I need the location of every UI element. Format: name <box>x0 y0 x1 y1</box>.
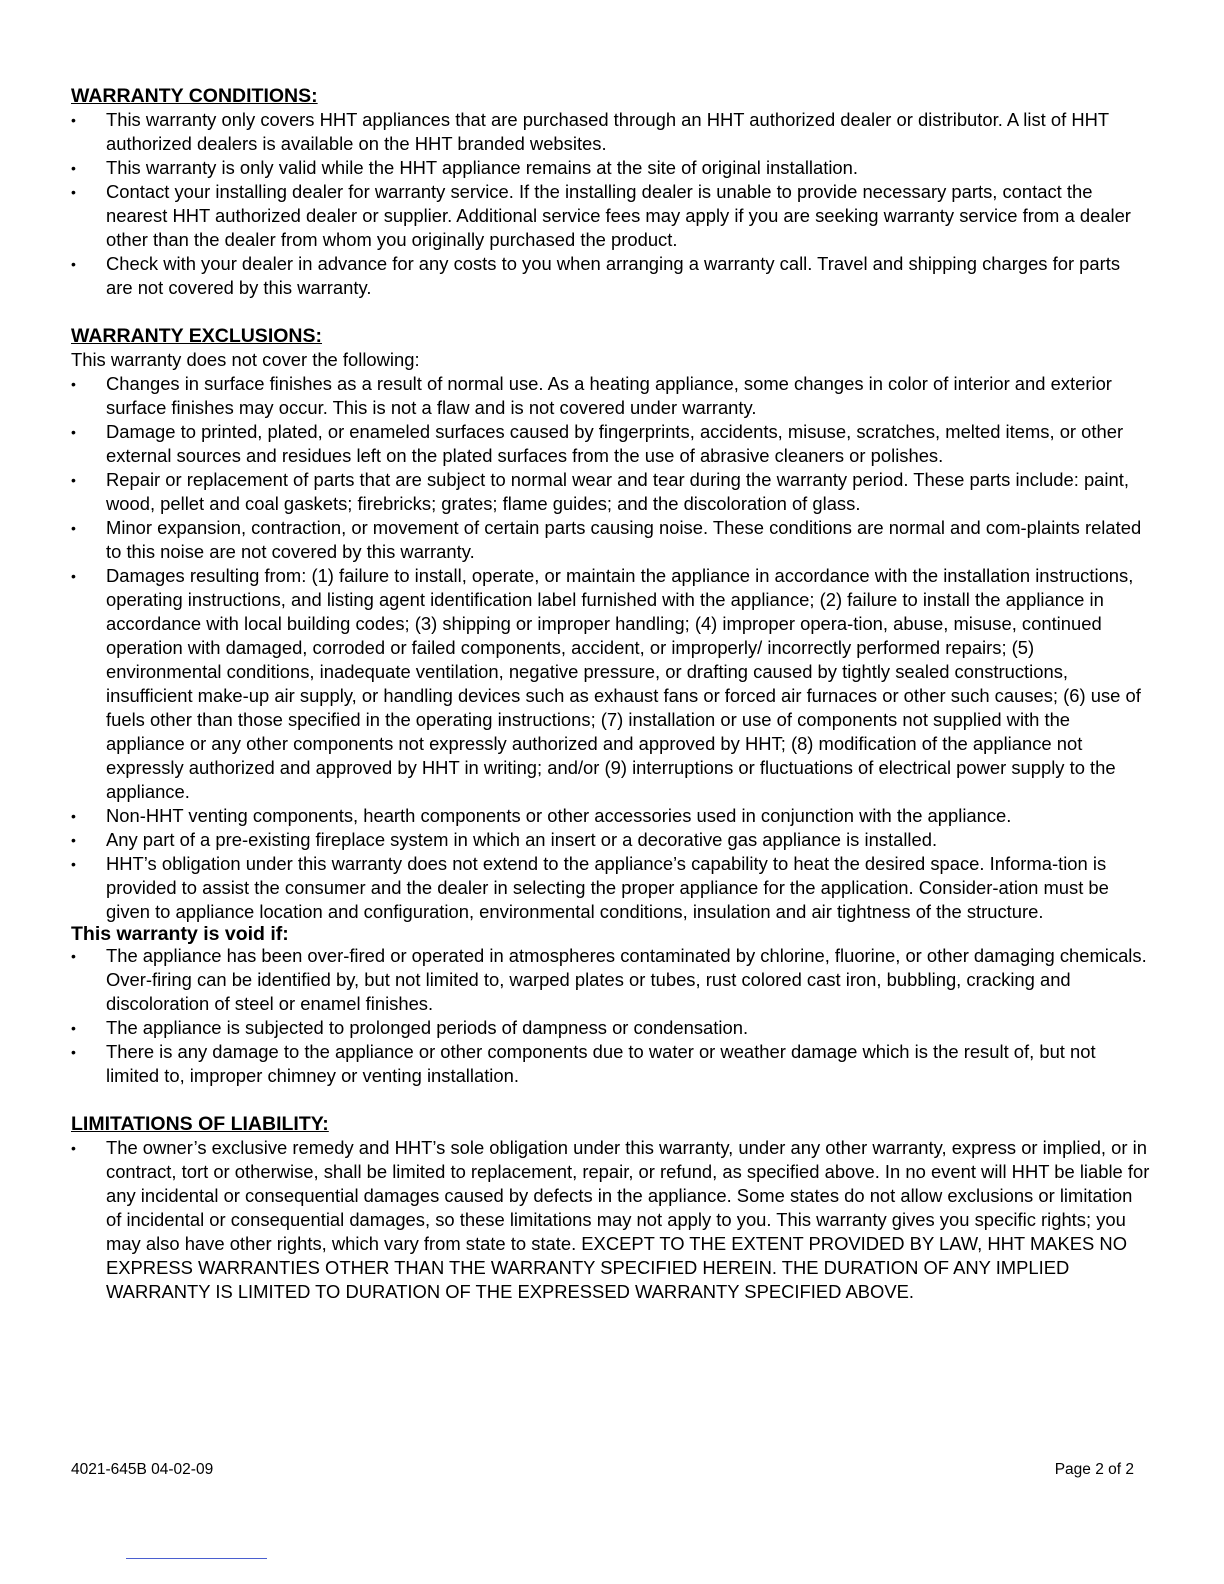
section-spacer <box>71 1088 1151 1112</box>
list-item: • Damages resulting from: (1) failure to install, operate, or maintain the appliance in accordance with the installation instructions, operating instructions, and listing agent identification label furnished with the appliance; (2) failure to install the appliance in accordance with local building codes; (3) shipping or improper handling; (4) improper opera-tion, abuse, misuse, continued operation with damaged, corroded or failed components, accident, or improperly/ incorrectly performed repairs; (5) environmental conditions, inadequate ventilation, negative pressure, or drafting caused by tightly sealed constructions, insufficient make-up air supply, or handling devices such as exhaust fans or forced air furnaces or other such causes; (6) use of fuels other than those specified in the operating instructions; (7) installation or use of components not supplied with the appliance or any other components not expressly authorized and approved by HHT; (8) modification of the appliance not expressly authorized and approved by HHT in writing; and/or (9) interruptions or fluctuations of electrical power supply to the appliance. <box>71 564 1151 804</box>
section-spacer <box>71 300 1151 324</box>
warranty-exclusions-list <box>71 372 1151 924</box>
list-item: • Repair or replacement of parts that are subject to normal wear and tear during the warranty period. These parts include: paint, wood, pellet and coal gaskets; firebricks; grates; flame guides; and the discoloration of glass. <box>71 468 1151 516</box>
list-item: • HHT’s obligation under this warranty does not extend to the appliance’s capability to heat the desired space. Informa-tion is provided to assist the consumer and the dealer in selecting the proper appliance for the application. Consider-ation must be given to appliance location and configuration, environmental conditions, insulation and air tightness of the structure. <box>71 852 1151 924</box>
list-item: • The appliance has been over-fired or operated in atmospheres contaminated by chlorine, fluorine, or other damaging chemicals. Over-firing can be identified by, but not limited to, warped plates or tubes, rust colored cast iron, bubbling, cracking and discoloration of steel or enamel finishes. <box>71 944 1151 1016</box>
footer-divider <box>126 1558 267 1559</box>
limitations-of-liability-heading: LIMITATIONS OF LIABILITY: <box>71 1113 329 1135</box>
list-item: • The owner’s exclusive remedy and HHT’s sole obligation under this warranty, under any other warranty, express or implied, or in contract, tort or otherwise, shall be limited to replacement, repair, or refund, as specified above. In no event will HHT be liable for any incidental or consequential damages caused by defects in the appliance. Some states do not allow exclusions or limitation of incidental or consequential damages, so these limitations may not apply to you. This warranty gives you specific rights; you may also have other rights, which vary from state to state. EXCEPT TO THE EXTENT PROVIDED BY LAW, HHT MAKES NO EXPRESS WARRANTIES OTHER THAN THE WARRANTY SPECIFIED HEREIN. THE DURATION OF ANY IMPLIED WARRANTY IS LIMITED TO DURATION OF THE EXPRESSED WARRANTY SPECIFIED ABOVE. <box>71 1136 1151 1304</box>
limitations-of-liability-section <box>71 1112 1151 1304</box>
list-item: • There is any damage to the appliance or other components due to water or weather damage which is the result of, but not limited to, improper chimney or venting installation. <box>71 1040 1151 1088</box>
warranty-exclusions-intro: This warranty does not cover the following: <box>71 349 420 370</box>
list-item: • This warranty only covers HHT appliances that are purchased through an HHT authorized dealer or distributor. A list of HHT authorized dealers is available on the HHT branded websites. <box>71 108 1151 156</box>
warranty-void-heading: This warranty is void if: <box>71 923 289 945</box>
list-item: • Minor expansion, contraction, or movement of certain parts causing noise. These conditions are normal and com-plaints related to this noise are not covered by this warranty. <box>71 516 1151 564</box>
list-item: • The appliance is subjected to prolonged periods of dampness or condensation. <box>71 1016 1151 1040</box>
warranty-conditions-heading: WARRANTY CONDITIONS: <box>71 85 318 107</box>
document-number: 4021-645B 04-02-09 <box>71 1461 214 1478</box>
list-item: • Changes in surface finishes as a result of normal use. As a heating appliance, some changes in color of interior and exterior surface finishes may occur. This is not a flaw and is not covered under warranty. <box>71 372 1151 420</box>
warranty-void-list <box>71 944 1151 1088</box>
list-item: • Any part of a pre-existing fireplace system in which an insert or a decorative gas appliance is installed. <box>71 828 1151 852</box>
warranty-exclusions-heading: WARRANTY EXCLUSIONS: <box>71 325 322 347</box>
warranty-conditions-list <box>71 108 1151 300</box>
list-item: • Contact your installing dealer for warranty service. If the installing dealer is unable to provide necessary parts, contact the nearest HHT authorized dealer or supplier. Additional service fees may apply if you are seeking warranty service from a dealer other than the dealer from whom you originally purchased the product. <box>71 180 1151 252</box>
warranty-void-section <box>71 924 1151 1088</box>
list-item: • Check with your dealer in advance for any costs to you when arranging a warranty call. Travel and shipping charges for parts are not covered by this warranty. <box>71 252 1151 300</box>
list-item: • This warranty is only valid while the HHT appliance remains at the site of original installation. <box>71 156 1151 180</box>
warranty-conditions-section <box>71 84 1151 300</box>
document-body <box>71 84 1151 1304</box>
warranty-exclusions-section <box>71 324 1151 924</box>
list-item: • Non-HHT venting components, hearth components or other accessories used in conjunction with the appliance. <box>71 804 1151 828</box>
list-item: • Damage to printed, plated, or enameled surfaces caused by fingerprints, accidents, misuse, scratches, melted items, or other external sources and residues left on the plated surfaces from the use of abrasive cleaners or polishes. <box>71 420 1151 468</box>
limitations-of-liability-list <box>71 1136 1151 1304</box>
page-number: Page 2 of 2 <box>1054 1461 1134 1478</box>
